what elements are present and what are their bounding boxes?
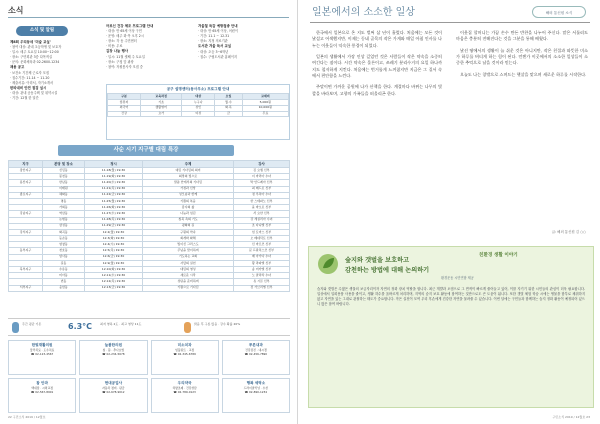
notice-line: · 기간: 11.1 ~ 12.31 xyxy=(198,34,230,39)
speech-bubble: 해외 통신원 소식 xyxy=(532,6,586,18)
section-title: 소식 xyxy=(8,6,24,15)
table-cell: 번동 xyxy=(43,279,85,285)
clinic-card xyxy=(151,378,219,413)
table-header-cell: 주제 xyxy=(143,161,234,168)
news-tag: 소식 및 알림 xyxy=(16,26,68,36)
notice-heading: 도서관 겨울 독서 교실 xyxy=(198,44,232,49)
clinic-card xyxy=(222,378,290,413)
clinic-phone: ☎ 02-678-9012 xyxy=(102,389,125,394)
table-cell: 구원의 약속 xyxy=(143,229,234,235)
clinic-phone: ☎ 02-123-4567 xyxy=(30,351,54,356)
table-cell: 윤 바오로 신부 xyxy=(234,205,290,211)
eco-byline: 환경운동 시민연합 제공 xyxy=(441,276,474,280)
clinic-phone: ☎ 02-890-1234 xyxy=(244,389,268,394)
clinic-phone: ☎ 02-345-6789 xyxy=(173,351,196,356)
program-box xyxy=(106,84,290,140)
table-cell: 12.6(금) 19:30 xyxy=(85,254,143,260)
clinic-name: 늘봄한의원 xyxy=(104,343,123,347)
notice-line: · 장소: 지정 의료기관 xyxy=(198,39,228,44)
table-cell: 생활영어 xyxy=(141,105,182,111)
table-header-cell: 강사 xyxy=(234,161,290,168)
table-cell: 12.10(화) 19:30 xyxy=(85,267,143,273)
table-cell: 신 마르코 신부 xyxy=(234,242,290,248)
table-cell: 11.21(목) 19:30 xyxy=(85,186,143,192)
table-header-cell: 지구 xyxy=(9,161,43,168)
table-cell: 11.28(목) 19:30 xyxy=(85,217,143,223)
table-cell: 서부지구 xyxy=(9,285,43,291)
clinic-card xyxy=(8,378,76,413)
table-cell: 등촌동 xyxy=(43,236,85,242)
clinic-name: 현대공업사 xyxy=(104,381,123,385)
table-cell: 최 베드로 신부 xyxy=(234,186,290,192)
table-cell: 서 요한 신부 xyxy=(234,211,290,217)
clinic-service: 처방조제 · 건강상담 xyxy=(172,386,197,391)
table-cell: 기도하는 교회 xyxy=(143,254,234,260)
notice-line: · 장소: 구청 앞 광장 xyxy=(106,59,134,64)
table-cell: 한남동 xyxy=(43,180,85,186)
table-cell: 기초 xyxy=(141,100,182,106)
eco-feature-box xyxy=(308,246,594,408)
table-cell: 평화의 길 xyxy=(143,223,234,229)
table-cell: 외국어 xyxy=(108,105,141,111)
eco-body: 습지와 갯벌은 수많은 생물의 보금자리이자 자연의 정화 장치 역할을 합니다. 최근 개발과 오염으로 그 면적이 빠르게 줄어들고 있어, 이를 지키기 위한 시민들의 관심이 더욱 필요합니다. 일상에서 일회용품 사용을 줄이고, 생활 하수를 올바르게 처리하며, 지역의 습지 보호 활동에 참여하는 것만으로도 큰 도움이 됩니다. 또한 갯벌 체험 학습 시에는 생물을 함부로 채취하지 않고 자연을 있는 그대로 관찰하는 태도가 중요합니다. 작은 실천이 모여 우리 후손에게 건강한 자연을 물려줄 수 있습니다. 이번 달에는 구민들과 함께하는 습지 정화 활동이 예정되어 있으니 많은 참여 바랍니다. xyxy=(317,287,585,306)
table-cell: 누구나 xyxy=(182,100,215,106)
notice-line: · 접수기간: 11.14 ~ 11.20 xyxy=(10,75,50,80)
notice-line: · 대상: 만 65세 이상, 어린이 xyxy=(198,29,238,34)
essay-column-right xyxy=(456,30,588,83)
event-table xyxy=(8,160,290,292)
divider xyxy=(310,22,590,23)
table-cell: 이태원 xyxy=(43,186,85,192)
table-cell: 응암동 xyxy=(43,285,85,291)
weather-strip xyxy=(8,318,290,336)
clinic-name: 푸른내과 xyxy=(248,343,263,347)
notice-line: · 운영: 매주 화·목 오후 2시 xyxy=(106,34,144,39)
notice-heading: 어르신 건강 체조 프로그램 안내 xyxy=(106,24,154,28)
clinic-phone: ☎ 02-789-0123 xyxy=(173,389,196,394)
table-cell: 나눔과 섬김 xyxy=(143,211,234,217)
table-cell: 화·목 xyxy=(215,105,243,111)
weather-temp: 6.3°C xyxy=(68,322,93,331)
clinic-phone: ☎ 02-234-5678 xyxy=(102,351,125,356)
program-box-title: 공구 설명센터(동사무소) 프로그램 안내 xyxy=(166,87,230,91)
table-cell: 송 미카엘 신부 xyxy=(234,267,290,273)
notice-line: · 장소: 구민회관 3층 다목적실 xyxy=(10,55,53,60)
table-row xyxy=(9,285,290,291)
clinic-name: 미소치과 xyxy=(177,343,192,347)
divider xyxy=(8,17,289,18)
table-cell: 새로운 시작 xyxy=(143,273,234,279)
left-page xyxy=(0,0,298,424)
clinic-card xyxy=(151,340,219,375)
notice-line: · 대상: 초등 3~6학년 xyxy=(198,49,229,54)
table-cell: 염창동 xyxy=(43,242,85,248)
table-cell: 정 루치아 수녀 xyxy=(234,192,290,198)
eco-title: 숲지와 갯벌을 보호하고 xyxy=(345,257,410,264)
table-cell: 11.26(화) 19:30 xyxy=(85,205,143,211)
table-cell: 12.9(월) 19:30 xyxy=(85,260,143,266)
table-cell: 조 다니엘 신부 xyxy=(234,223,290,229)
notice-line: · 장소: 각 동 주민센터 xyxy=(106,39,137,44)
table-cell: 전 가브리엘 신부 xyxy=(234,285,290,291)
table-cell: 용산지구 xyxy=(9,180,43,186)
table-cell: 대림의 영성 xyxy=(143,267,234,273)
page-footer: 구민소식 2019 / 12월호 23 xyxy=(552,415,590,420)
table-cell: 컴퓨터 xyxy=(108,100,141,106)
table-header-cell: 구분 xyxy=(108,94,141,100)
table-cell: 11.25(월) 19:30 xyxy=(85,198,143,204)
clinic-card xyxy=(79,340,147,375)
notice-line: · 접수: 구립도서관 홈페이지 xyxy=(198,54,237,59)
notice-heading: 제8회 우리동네 '미술 교실' xyxy=(10,40,51,44)
clinic-card xyxy=(222,340,290,375)
clinic-name: 행복 세탁소 xyxy=(246,381,266,385)
table-cell: 무료 xyxy=(242,111,288,117)
table-cell: 삼성동 xyxy=(43,223,85,229)
table-cell: 감사의 삶 xyxy=(143,205,234,211)
clinic-phone: ☎ 02-456-7890 xyxy=(244,351,268,356)
essay-column-left xyxy=(312,30,442,102)
clinic-service: 자동차 정비 · 판금 xyxy=(102,386,125,391)
table-cell: 기쁨의 복음 xyxy=(143,198,234,204)
notice-line: · 문의: 문화체육과 02-2600-1234 xyxy=(10,60,60,65)
table-cell: 김 요셉 신부 xyxy=(234,168,290,174)
table-cell: 북부지구 xyxy=(9,267,43,273)
table-cell: 이 마리아 수녀 xyxy=(234,174,290,180)
table-cell: 10,000원 xyxy=(242,105,288,111)
leaf-icon xyxy=(317,253,339,275)
table-cell: 11.27(수) 19:30 xyxy=(85,211,143,217)
table-cell: 임 토마스 신부 xyxy=(234,229,290,235)
table-cell: 명동 xyxy=(43,198,85,204)
table-cell: 침묵 속의 기도 xyxy=(143,217,234,223)
table-cell: 황 라파엘 신부 xyxy=(234,260,290,266)
notice-heading: 김장 나눔 행사 xyxy=(106,49,129,54)
table-cell: 11.18(월) 19:30 xyxy=(85,168,143,174)
table-cell: 성인 xyxy=(182,105,215,111)
table-cell: 가회동 xyxy=(43,205,85,211)
table-cell: 건강 xyxy=(108,111,141,117)
table-cell: 문 프란치스코 신부 xyxy=(234,248,290,254)
table-header-cell: 교육과정 xyxy=(141,94,182,100)
table-cell: 말씀 안에서의 기다림 xyxy=(143,180,234,186)
weather-label: 주간 평균 기온 xyxy=(22,322,42,326)
table-cell: 논현동 xyxy=(43,217,85,223)
table-cell: 수유동 xyxy=(43,267,85,273)
notice-line: · 일시: 매주 토요일 10:00~12:00 xyxy=(10,50,59,55)
clinic-service: 임플란트 · 교정 xyxy=(175,348,195,353)
notice-heading: 한파대비 안전 점검 실시 xyxy=(10,85,47,90)
table-cell: 12.11(수) 19:30 xyxy=(85,273,143,279)
right-page xyxy=(300,0,600,424)
table-cell: 11.20(수) 19:30 xyxy=(85,180,143,186)
clinic-card xyxy=(79,378,147,413)
notice-line: · 비용: 무료 xyxy=(106,44,123,49)
table-cell: 금 xyxy=(215,111,243,117)
notice-column-3 xyxy=(198,24,288,80)
table-cell: 배 아가다 수녀 xyxy=(234,254,290,260)
table-cell: 가정과 신앙 xyxy=(143,186,234,192)
table-header-cell: 요일 xyxy=(215,94,243,100)
table-cell: 역삼동 xyxy=(43,211,85,217)
article-title: 일본에서의 소소한 일상 xyxy=(312,7,415,18)
table-header-cell: 정시 xyxy=(85,161,143,168)
thermometer-icon xyxy=(12,322,19,333)
table-cell: 12.4(수) 19:30 xyxy=(85,242,143,248)
table-cell: 기쁨으로 기다림 xyxy=(143,285,234,291)
table-row xyxy=(108,111,289,117)
clinic-name: 우리약국 xyxy=(177,381,192,385)
table-cell: 강 세실리아 수녀 xyxy=(234,217,290,223)
notice-column-1 xyxy=(10,40,90,140)
table-cell: 한 스테파노 신부 xyxy=(234,198,290,204)
clinic-directory xyxy=(8,340,290,413)
table-cell: 강서지구 xyxy=(9,229,43,235)
table-header-row xyxy=(9,161,290,168)
table-cell: 대림 기다림의 의미 xyxy=(143,168,234,174)
table-cell: 주님을 맞이하며 xyxy=(143,248,234,254)
table-cell: 희망의 빛으로 xyxy=(143,174,234,180)
table-cell: 회개와 화해 xyxy=(143,236,234,242)
table-cell: 강남지구 xyxy=(9,211,43,217)
essay-paragraph: 이웃집 할머니는 가끔 손수 만든 반찬을 나누어 주신다. 말은 서툴러도 마음은 충분히 전해진다는 것을 그분을 통해 배웠다. xyxy=(456,30,588,42)
table-cell: 빛이신 그리스도 xyxy=(143,242,234,248)
table-header-cell: 교재비 xyxy=(242,94,288,100)
table-cell: 미아동 xyxy=(43,273,85,279)
sun-icon xyxy=(184,322,191,333)
clinic-service: 드라이클리닝 · 수선 xyxy=(243,386,269,391)
table-cell: 12.5(목) 19:30 xyxy=(85,248,143,254)
table-cell: 봉천동 xyxy=(43,174,85,180)
table-cell: 천호동 xyxy=(43,248,85,254)
table-cell: 오 베네딕토 신부 xyxy=(234,236,290,242)
table-cell: 11.29(금) 19:30 xyxy=(85,223,143,229)
notice-line: · 보건소 기간제 근로자 모집 xyxy=(10,70,49,75)
clinic-service: 물리치료 · 도수치료 xyxy=(29,348,55,353)
eco-subtitle: 감천하는 방법에 대해 논의하기 xyxy=(345,267,430,274)
table-cell: 신림동 xyxy=(43,168,85,174)
essay-paragraph: 주말이면 가까운 공원에 나가 산책을 한다. 계절마다 바뀌는 나무의 빛깔을 바라보며, 고향의 가족들을 떠올리곤 한다. xyxy=(312,84,442,96)
table-cell: 길동 xyxy=(43,260,85,266)
notice-heading: 채용 공고 xyxy=(10,65,25,70)
table-cell: 12.3(화) 19:30 xyxy=(85,236,143,242)
table-cell: 박 안드레아 신부 xyxy=(234,180,290,186)
table-cell: 11.19(화) 19:30 xyxy=(85,174,143,180)
clinic-card xyxy=(8,340,76,375)
table-header-cell: 본당 및 장소 xyxy=(43,161,85,168)
essay-paragraph: 한국에서 일본으로 온 지도 벌써 삼 년이 흘렀다. 처음에는 모든 것이 낯설고 어색했지만, 이제는 동네 골목의 작은 가게와 매일 아침 인사를 나누는 이웃들이 익숙한 풍경이 되었다. xyxy=(312,30,442,48)
clinic-service: 건강검진 · 내시경 xyxy=(245,348,267,353)
clinic-name: 한빛재활의원 xyxy=(31,343,53,347)
table-cell: 12.12(목) 19:30 xyxy=(85,279,143,285)
page-footer: 22 구민소식 2019 / 12월호 xyxy=(8,415,46,420)
weather-range: 최저 영하 2도 · 최고 영상 11도 xyxy=(100,322,142,326)
notice-column-2 xyxy=(106,24,192,80)
table-cell: 장안지구 xyxy=(9,168,43,174)
notice-line: · 제출서류: 이력서, 자기소개서 xyxy=(10,80,54,85)
clinic-service: 백내장 · 시력교정 xyxy=(31,386,53,391)
table-cell: 5,000원 xyxy=(242,100,288,106)
table-cell: 여성 xyxy=(182,111,215,117)
clinic-phone: ☎ 02-567-8901 xyxy=(30,389,54,394)
notice-line: · 대상: 관내 공동주택 및 취약시설 xyxy=(10,90,58,95)
table-header-cell: 대상 xyxy=(182,94,215,100)
table-cell: 성모님과 함께 xyxy=(143,192,234,198)
notice-heading: 겨울철 독감 예방접종 안내 xyxy=(198,24,238,28)
table-cell: 혜화동 xyxy=(43,192,85,198)
table-cell: 사랑의 실천 xyxy=(143,260,234,266)
event-banner: 사순 시기 지구별 대림 특강 xyxy=(58,145,234,156)
table-cell: 12.13(금) 19:30 xyxy=(85,285,143,291)
author-signature: 글: 해외 통신원 김 ○○ xyxy=(551,230,586,234)
eco-brand: 친환경 생활 이야기 xyxy=(479,253,518,258)
table-cell: 요가 xyxy=(141,111,182,117)
notice-line: · 일시: 11월 셋째 주 토요일 xyxy=(106,54,145,59)
clinic-name: 참 안과 xyxy=(36,381,48,385)
essay-paragraph: 일본의 생활에서 가장 인상 깊었던 것은 사람들이 작은 약속을 소중히 여긴다는 점이다. 시간 약속은 물론이고, 쓰레기 분리수거의 요일 하나까지도 철저하게 지킨다. 처음에는 번거롭게 느껴졌지만 지금은 그 질서 속에서 편안함을 느낀다. xyxy=(312,54,442,79)
table-cell: 유 시몬 신부 xyxy=(234,279,290,285)
notice-line: · 대상: 만 65세 이상 구민 xyxy=(106,29,142,34)
table-cell: 성탄을 준비하며 xyxy=(143,279,234,285)
clinic-service: 침 · 뜸 · 추나요법 xyxy=(102,348,125,353)
table-cell: 암사동 xyxy=(43,254,85,260)
notice-line: · 참여 대상: 관내 초등학생 및 보호자 xyxy=(10,45,62,50)
notice-line: · 참여: 자원봉사자 모집 중 xyxy=(106,64,143,69)
essay-paragraph: 오늘도 나는 창밖으로 스며드는 햇살을 맞으며 새로운 하루를 시작한다. xyxy=(460,71,587,77)
table-cell: 종로지구 xyxy=(9,192,43,198)
table-cell: 11.22(금) 19:30 xyxy=(85,192,143,198)
table-cell: 동부지구 xyxy=(9,248,43,254)
notice-line: · 기간: 12월 한 달간 xyxy=(10,95,39,100)
essay-paragraph: 낯선 땅에서의 생활이 늘 쉬운 것은 아니지만, 작은 친절과 따뜻한 미소가 하루를 버티게 하는 힘이 된다. 언젠가 이곳에서의 소소한 일상들이 소중한 추억으로 남을 것이라 믿는다. xyxy=(456,47,588,66)
table-cell: 12.2(월) 19:30 xyxy=(85,229,143,235)
weather-forecast: 맑음 후 구름 많음 · 강수 확률 20% xyxy=(194,322,241,326)
table-cell: 월·수 xyxy=(215,100,243,106)
table-cell: 노 클라라 수녀 xyxy=(234,273,290,279)
program-table xyxy=(107,93,289,117)
table-cell: 화곡동 xyxy=(43,229,85,235)
